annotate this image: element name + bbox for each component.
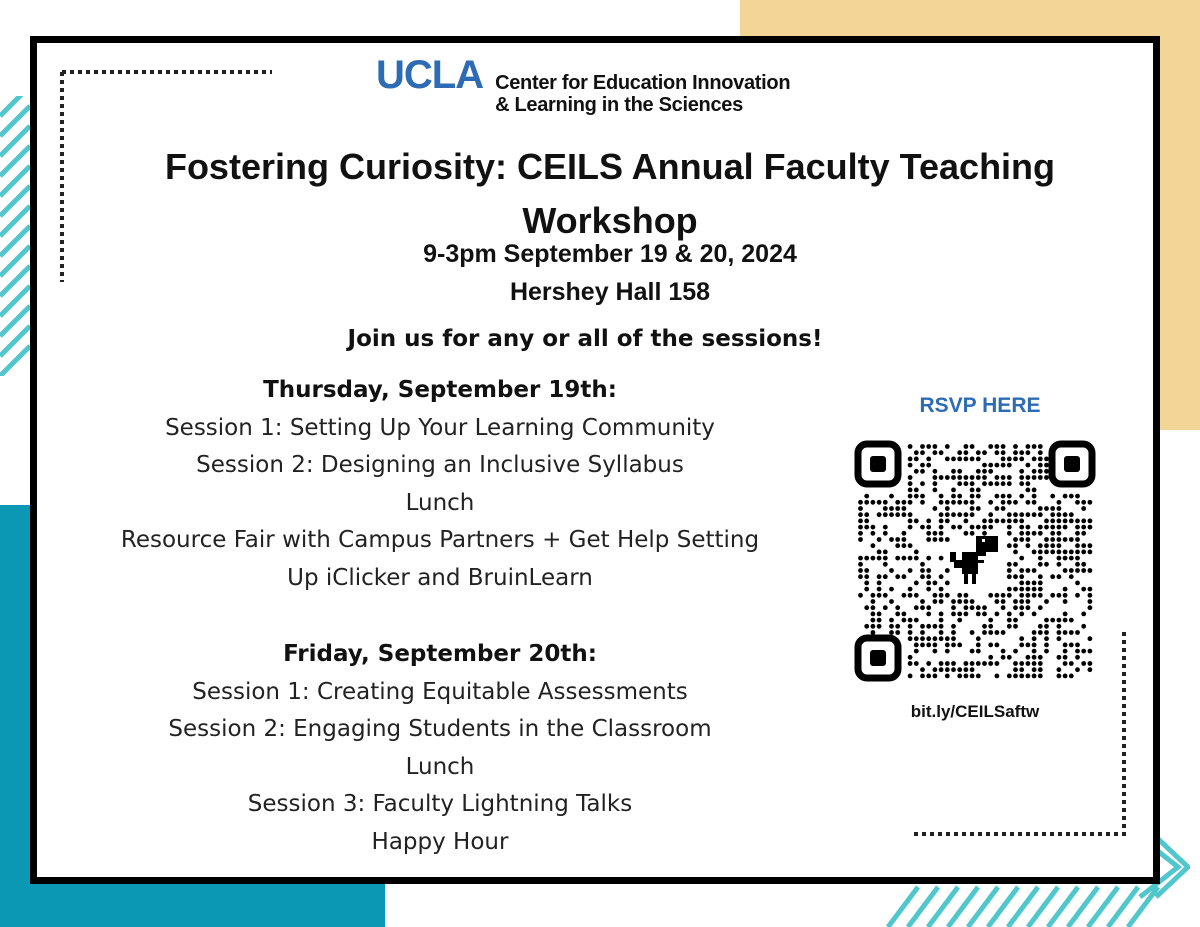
ceils-logo (376, 53, 791, 116)
friday-schedule (60, 636, 820, 861)
logo-line-2: & Learning in the Sciences (495, 94, 743, 116)
thursday-heading: Thursday, September 19th: (263, 377, 617, 403)
schedule-item: Session 2: Engaging Students in the Classroom (168, 716, 712, 742)
event-tagline: Join us for any or all of the sessions! (347, 326, 823, 352)
friday-heading: Friday, September 20th: (283, 641, 597, 667)
schedule-item: Happy Hour (371, 828, 509, 855)
rsvp-label: RSVP HERE (919, 394, 1041, 417)
schedule-item: Resource Fair with Campus Partners + Get Help Setting (120, 527, 760, 553)
schedule-item: Session 1: Creating Equitable Assessments (192, 678, 688, 705)
dinosaur-icon (950, 536, 998, 584)
logo-line-1: Center for Education Innovation (495, 72, 791, 94)
logo-subtitle (495, 72, 790, 116)
schedule-item: Lunch (405, 489, 475, 516)
schedule-item: Session 3: Faculty Lightning Talks (247, 791, 633, 817)
thursday-schedule (60, 372, 820, 597)
rsvp-link[interactable]: bit.ly/CEILSaftw (910, 702, 1040, 721)
qr-code-icon[interactable] (854, 440, 1096, 682)
logo-mark: UCLA (376, 53, 484, 97)
schedule-item: Up iClicker and BruinLearn (287, 564, 593, 591)
schedule-item: Session 2: Designing an Inclusive Syllabus (196, 452, 684, 478)
schedule-item: Session 1: Setting Up Your Learning Community (165, 414, 715, 441)
event-date: 9-3pm September 19 & 20, 2024 (423, 240, 797, 268)
schedule-item: Lunch (405, 753, 475, 780)
event-location: Hershey Hall 158 (509, 278, 711, 306)
event-title: Fostering Curiosity: CEILS Annual Faculty Teaching Workshop (164, 146, 1056, 241)
